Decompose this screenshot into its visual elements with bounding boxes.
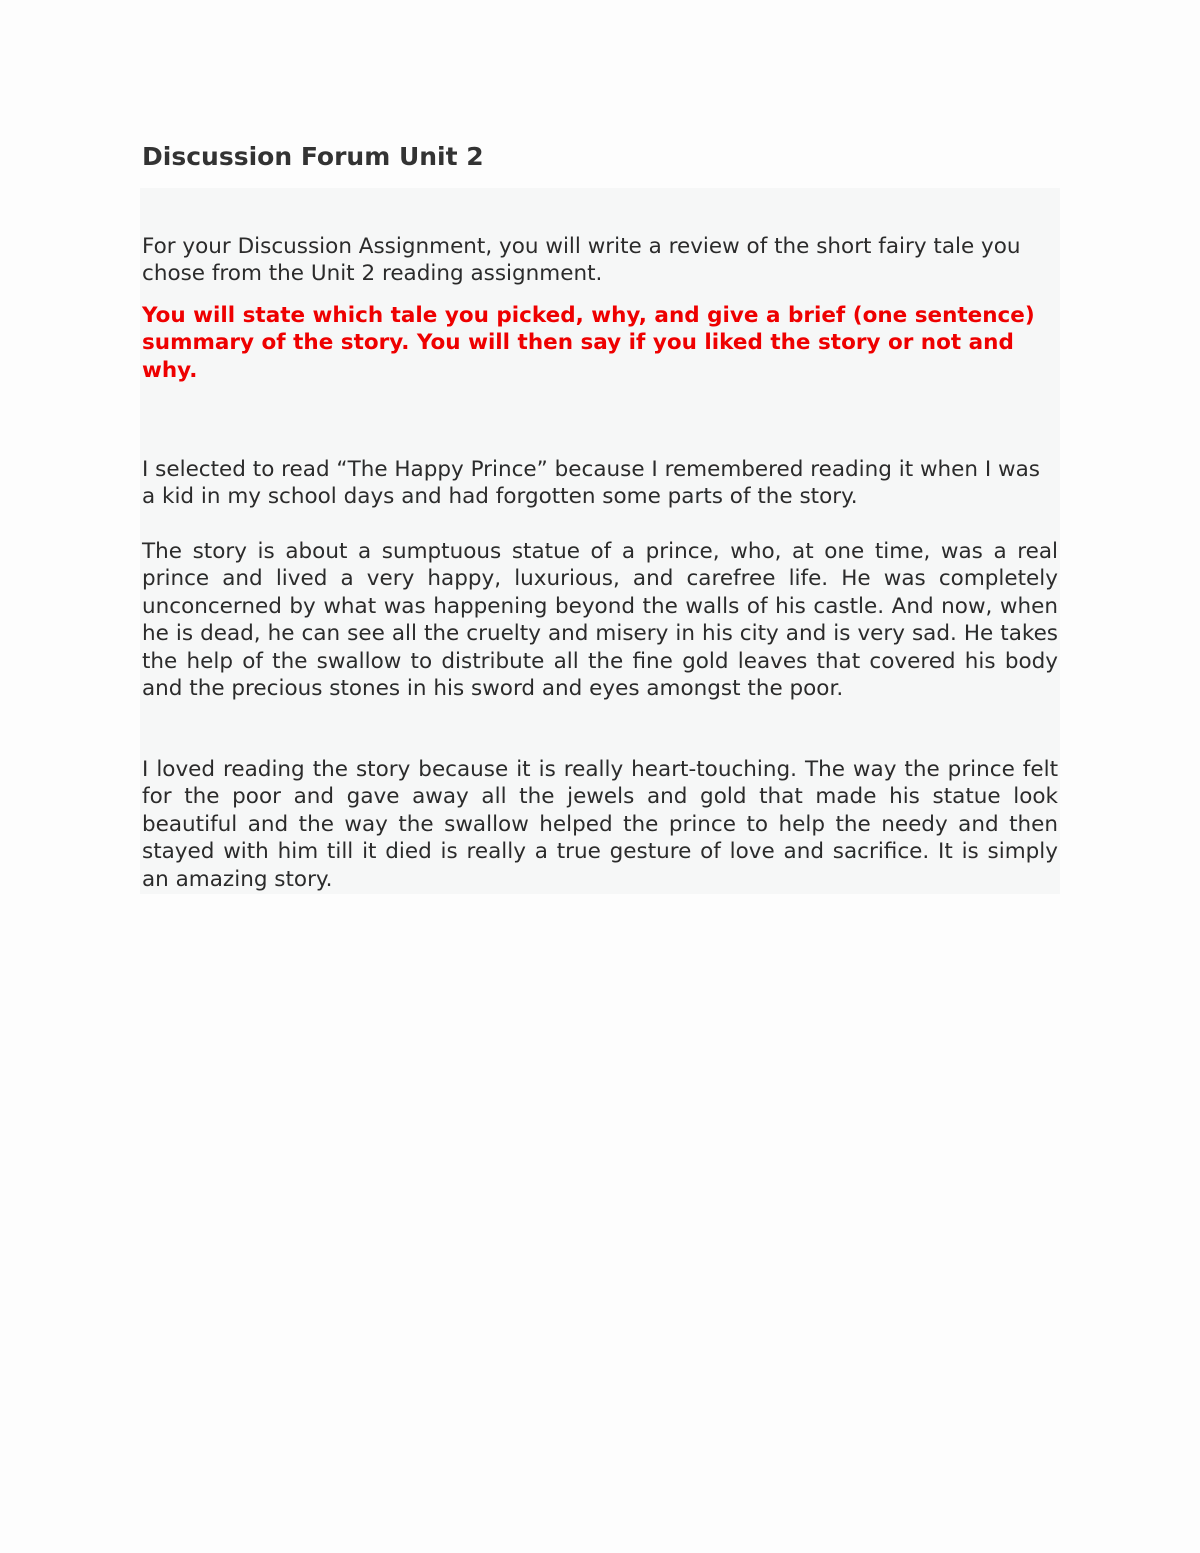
page-title: Discussion Forum Unit 2 [142, 142, 484, 171]
instruction-paragraph: You will state which tale you picked, why, and give a brief (one sentence) summary of the story. You will then say if you liked the story or not and why. [142, 303, 1035, 383]
intro-paragraph: For your Discussion Assignment, you will write a review of the short fairy tale you chose from the Unit 2 reading assignment. [142, 234, 1021, 287]
opinion-paragraph: I loved reading the story because it is really heart-touching. The way the prince felt for the poor and gave away all the jewels and gold that made his statue look beautiful and the way the swallow helped the prince to help the needy and then stayed with him till it died is really a true gesture of love and sacrifice. It is simply an amazing story. [142, 757, 1058, 892]
discussion-content [140, 188, 1060, 894]
selection-paragraph: I selected to read “The Happy Prince” because I remembered reading it when I was a kid in my school days and had forgotten some parts of the story. [142, 457, 1041, 510]
summary-paragraph: The story is about a sumptuous statue of a prince, who, at one time, was a real prince and lived a very happy, luxurious, and carefree life. He was completely unconcerned by what was happening beyond the walls of his castle. And now, when he is dead, he can see all the cruelty and misery in his city and is very sad. He takes the help of the swallow to distribute all the fine gold leaves that covered his body and the precious stones in his sword and eyes amongst the poor. [142, 539, 1058, 702]
